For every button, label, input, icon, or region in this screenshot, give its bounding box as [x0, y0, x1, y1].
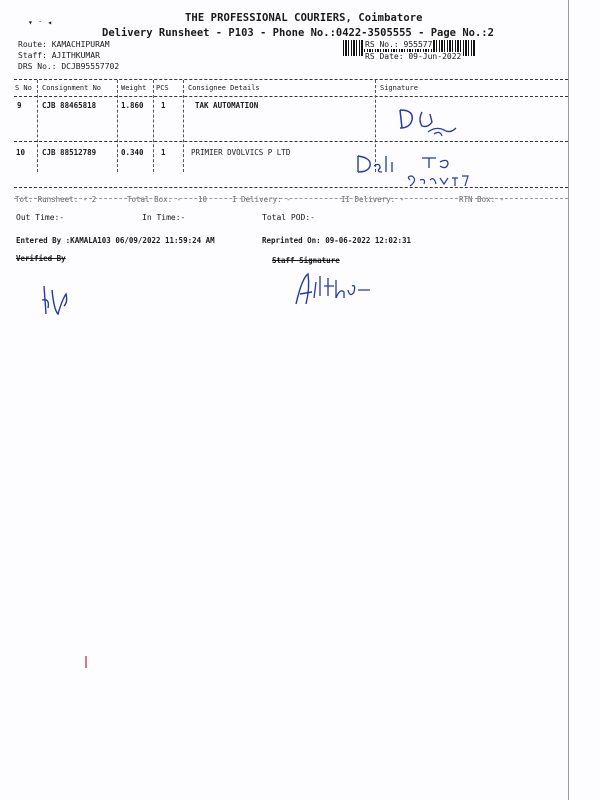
first-delivery: I Delivery: - — [232, 195, 291, 204]
col-signature: Signature — [380, 84, 418, 92]
col-divider — [153, 80, 154, 172]
col-weight: Weight — [121, 84, 147, 92]
drs-number: DRS No.: DCJB95557702 — [18, 62, 120, 71]
col-consignee: Consignee Details — [188, 84, 260, 92]
row-weight: 1.860 — [121, 101, 144, 110]
strike-rule — [14, 198, 568, 199]
out-time: Out Time:- — [16, 213, 65, 222]
table-top-rule — [14, 79, 568, 80]
col-divider — [183, 80, 184, 172]
second-delivery: II Delivery: - — [341, 195, 405, 204]
col-divider — [117, 80, 118, 172]
row-consignment: CJB 88465818 — [42, 101, 97, 110]
row-weight: 0.340 — [121, 148, 144, 157]
stray-ink-mark — [82, 654, 90, 672]
entered-by: Entered By :KAMALA103 06/09/2022 11:59:24 AM — [16, 236, 215, 245]
reprinted-on: Reprinted On: 09-06-2022 12:02:31 — [262, 236, 412, 245]
handwritten-note-row2 — [352, 150, 492, 194]
scan-marks: ▾ ˑ ◂ — [28, 18, 53, 27]
rs-number: RS No.: 955577 — [365, 40, 433, 49]
row-consignee: PRIMIER DVOLVICS P LTD — [191, 148, 291, 157]
total-box-value: 10 — [198, 195, 208, 204]
row-rule — [14, 141, 568, 142]
col-divider — [37, 80, 38, 172]
page-edge — [568, 0, 569, 800]
rs-date: RS Date: 09-Jun-2022 — [365, 52, 462, 61]
row-sno: 10 — [16, 148, 26, 157]
col-pcs: PCS — [156, 84, 169, 92]
row-consignee: TAK AUTOMATION — [195, 101, 259, 110]
row-sno: 9 — [17, 101, 22, 110]
route-label: Route: KAMACHIPURAM — [18, 40, 110, 49]
col-sno: S No — [15, 84, 32, 92]
runsheet-title: Delivery Runsheet - P103 - Phone No.:0422-3505555 - Page No.:2 — [102, 27, 494, 39]
total-box: Total Box: - — [127, 195, 182, 204]
col-consignment: Consignment No — [42, 84, 102, 92]
total-pod: Total POD:- — [262, 213, 315, 222]
row-consignment: CJB 88512789 — [42, 148, 97, 157]
verifier-signature — [36, 280, 76, 322]
header-bottom-rule — [14, 96, 568, 97]
staff-signature-label: Staff Signature — [272, 256, 340, 265]
verified-by-label: Verified By — [16, 254, 66, 263]
handwritten-signature-row1 — [392, 104, 462, 138]
total-runsheet: Tot. Runsheet: - 2 — [15, 195, 97, 204]
company-title: THE PROFESSIONAL COURIERS, Coimbatore — [185, 12, 423, 24]
return-box: RTN Box: - — [459, 195, 505, 204]
staff-signature — [290, 268, 390, 312]
staff-label: Staff: AJITHKUMAR — [18, 51, 100, 60]
row-pcs: 1 — [161, 148, 166, 157]
row-pcs: 1 — [161, 101, 166, 110]
in-time: In Time:- — [142, 213, 186, 222]
